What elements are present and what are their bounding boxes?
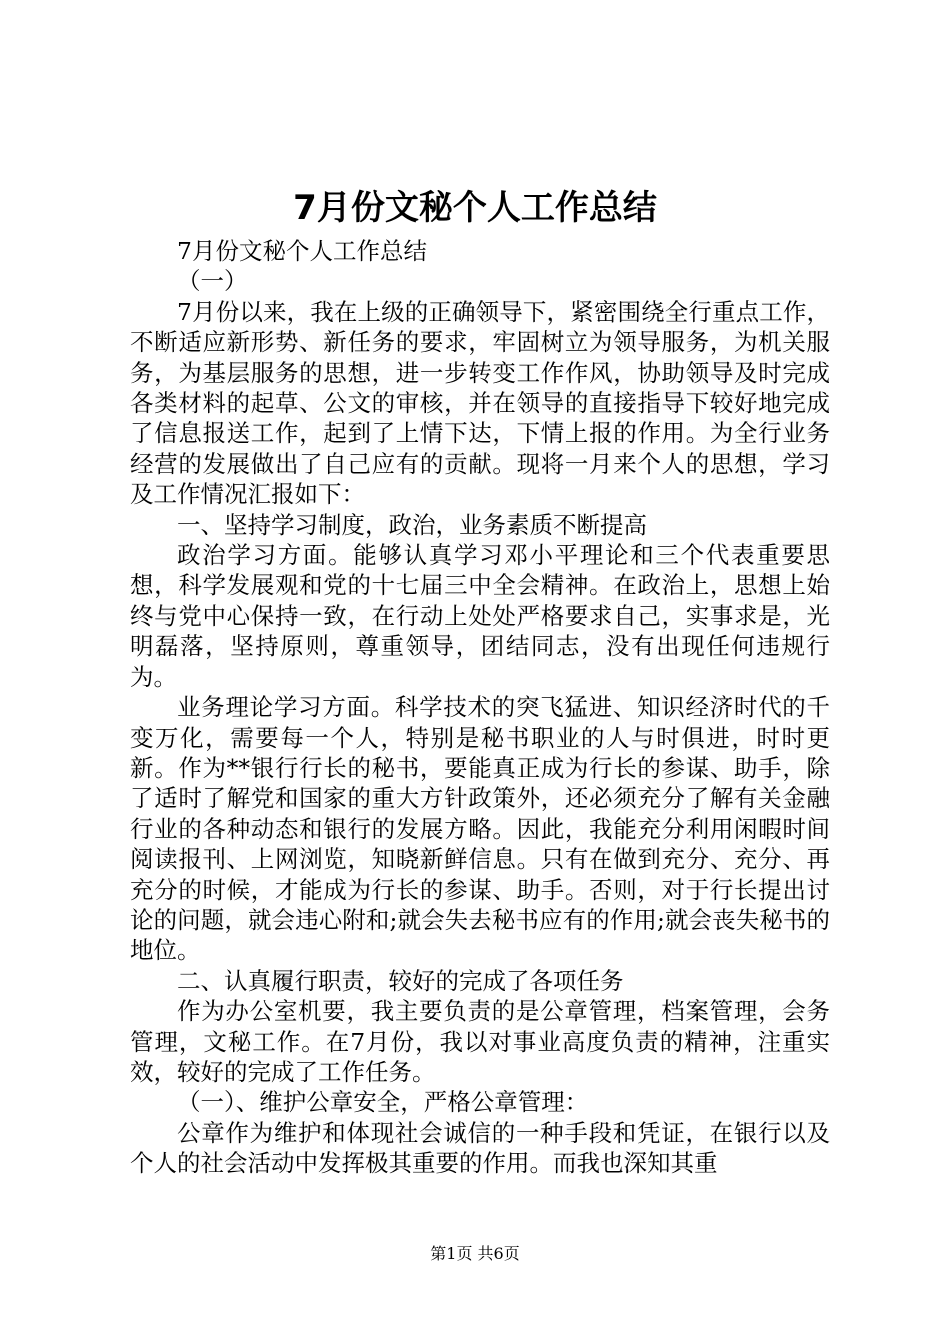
section-heading-1: 一、坚持学习制度，政治，业务素质不断提高 (177, 510, 647, 539)
body-paragraph: 7月份以来，我在上级的正确领导下，紧密围绕全行重点工作，不断适应新形势、新任务的要求，牢固树立为领导服务，为机关服务，为基层服务的思想，进一步转变工作作风，协助领导及时完成各类材料的起草、公文的审核，并在领导的直接指导下较好地完成了信息报送工作，起到了上情下达，下情上报的作用。为全行业务经营的发展做出了自己应有的贡献。现将一月来个人的思想，学习及工作情况汇报如下： (130, 297, 830, 509)
body-paragraph: 业务理论学习方面。科学技术的突飞猛进、知识经济时代的千变万化，需要每一个人，特别是秘书职业的人与时俱进，时时更新。作为**银行行长的秘书，要能真正成为行长的参谋、助手，除了适时了解党和国家的重大方针政策外，还必须充分了解有关金融行业的各种动态和银行的发展方略。因此，我能充分利用闲暇时间阅读报刊、上网浏览，知晓新鲜信息。只有在做到充分、充分、再充分的时候，才能成为行长的参谋、助手。否则，对于行长提出讨论的问题，就会违心附和;就会失去秘书应有的作用;就会丧失秘书的地位。 (130, 693, 830, 965)
document-body (130, 236, 830, 1179)
section-heading-2: 二、认真履行职责，较好的完成了各项任务 (177, 966, 624, 995)
subsection-heading-1: （一）、维护公章安全，严格公章管理： (177, 1088, 589, 1117)
body-paragraph: 政治学习方面。能够认真学习邓小平理论和三个代表重要思想，科学发展观和党的十七届三中全会精神。在政治上，思想上始终与党中心保持一致，在行动上处处严格要求自己，实事求是，光明磊落，坚持原则，尊重领导，团结同志，没有出现任何违规行为。 (130, 541, 830, 691)
page-footer (0, 1243, 950, 1265)
body-paragraph: 公章作为维护和体现社会诚信的一种手段和凭证，在银行以及个人的社会活动中发挥极其重要的作用。而我也深知其重 (130, 1118, 830, 1178)
page-indicator: 第1页 共6页 (430, 1244, 520, 1263)
body-paragraph-subtitle: 7月份文秘个人工作总结 (177, 237, 427, 265)
body-paragraph-section-marker: （一） (177, 267, 248, 296)
body-paragraph: 作为办公室机要，我主要负责的是公章管理，档案管理，会务管理，文秘工作。在7月份，我以对事业高度负责的精神，注重实效，较好的完成了工作任务。 (130, 997, 830, 1086)
document-title: 7月份文秘个人工作总结 (293, 188, 657, 228)
